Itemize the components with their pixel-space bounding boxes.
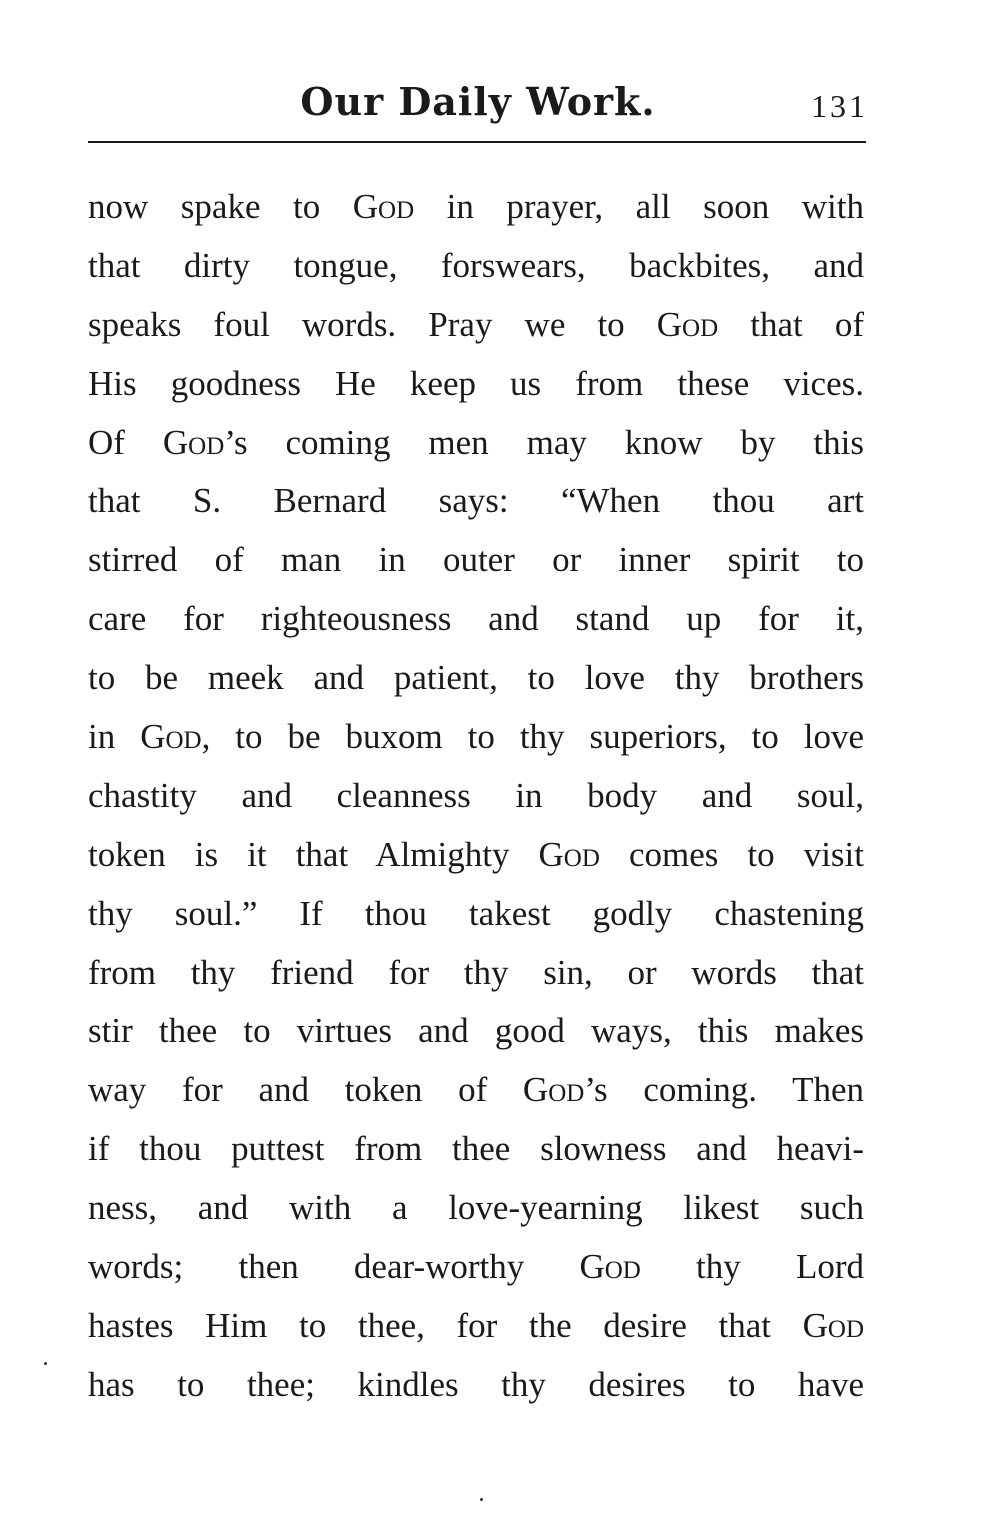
text-line: that S. Bernard says: “When thou art [88,481,864,521]
text-line: hastes Him to thee, for the desire that God [88,1305,864,1345]
text-line: that dirty tongue, forswears, backbites, and [88,245,864,285]
scan-speck [44,1362,47,1365]
text-line: stirred of man in outer or inner spirit to [88,540,864,580]
small-caps-word: God [656,304,719,344]
text-line: thy soul.” If thou takest godly chastening [88,893,864,933]
small-caps-word: God [538,834,600,874]
text-line: token is it that Almighty God comes to visit [88,834,864,874]
text-line: way for and token of God’s coming. Then [88,1070,864,1110]
text-line: His goodness He keep us from these vices. [88,363,864,403]
running-head [88,78,868,138]
scan-speck [480,1498,483,1501]
text-line: in God, to be buxom to thy superiors, to love [88,717,864,757]
small-caps-word: God [802,1305,864,1345]
small-caps-word: God [162,422,225,462]
text-line: ness, and with a love-yearning likest such [88,1188,864,1228]
text-line: now spake to God in prayer, all soon with [88,187,864,226]
small-caps-word: God [140,717,202,757]
text-line: chastity and cleanness in body and soul, [88,775,864,815]
small-caps-word: God [352,187,415,226]
header-rule [88,141,866,143]
text-line: speaks foul words. Pray we to God that of [88,304,864,344]
small-caps-word: God [522,1070,585,1110]
text-line: care for righteousness and stand up for it, [88,599,864,639]
text-line: if thou puttest from thee slowness and heavi- [88,1129,864,1169]
body-text [88,178,864,1415]
text-line: stir thee to virtues and good ways, this makes [88,1011,864,1051]
text-line: words; then dear-worthy God thy Lord [88,1247,864,1287]
page-number: 131 [811,88,868,124]
text-line: from thy friend for thy sin, or words that [88,952,864,992]
text-line: has to thee; kindles thy desires to have [88,1364,864,1404]
text-line: to be meek and patient, to love thy brothers [88,658,864,698]
running-title: Our Daily Work. [300,79,656,124]
small-caps-word: God [579,1247,641,1287]
text-line: Of God’s coming men may know by this [88,422,864,462]
